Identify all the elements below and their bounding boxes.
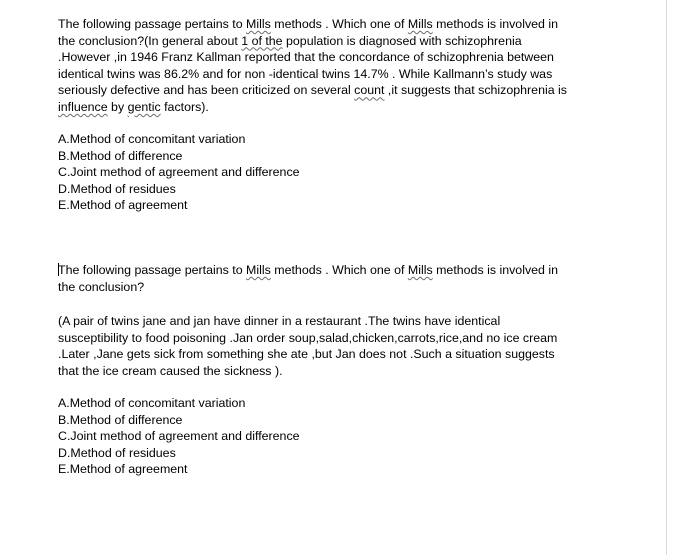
q1-option-c: C.Joint method of agreement and difference bbox=[58, 165, 300, 180]
q2-option-c: C.Joint method of agreement and difference bbox=[58, 429, 300, 444]
text-segment: .However ,in 1946 Franz Kallman reported that the concordance of schizophrenia between bbox=[58, 50, 554, 65]
text-line bbox=[58, 363, 618, 380]
text-segment: the conclusion? bbox=[58, 279, 145, 294]
text-line bbox=[58, 313, 618, 330]
question-1-paragraph bbox=[58, 16, 618, 116]
q1-option-d: D.Method of residues bbox=[58, 181, 176, 196]
text-segment: the conclusion?(In general about bbox=[58, 33, 242, 48]
text-segment: ,it suggests that schizophrenia is bbox=[384, 83, 567, 98]
text-line bbox=[58, 66, 618, 83]
q1-option-e: E.Method of agreement bbox=[58, 198, 188, 213]
text-segment: methods . Which one of bbox=[270, 263, 408, 277]
question-2-passage-paragraph bbox=[58, 313, 618, 379]
text-line bbox=[58, 49, 618, 66]
flagged-word: Mills bbox=[246, 17, 271, 31]
text-segment: population is diagnosed with schizophrenia bbox=[282, 33, 522, 48]
text-segment: (A pair of twins jane and jan have dinner in a restaurant .The twins have identical bbox=[58, 314, 501, 328]
text-segment: methods is involved in bbox=[432, 263, 559, 277]
text-segment: The following passage pertains to bbox=[58, 263, 247, 277]
question-2-intro-paragraph[interactable] bbox=[58, 262, 618, 295]
text-segment: factors). bbox=[160, 99, 209, 114]
text-line bbox=[58, 82, 618, 99]
text-line bbox=[58, 262, 618, 279]
text-line bbox=[58, 279, 618, 296]
question-1-options bbox=[58, 131, 300, 214]
flagged-word: count bbox=[354, 83, 385, 98]
flagged-word: Mills bbox=[407, 263, 433, 277]
question-2-intro bbox=[58, 262, 618, 295]
flagged-word: 1 of the bbox=[241, 33, 283, 48]
text-segment: by bbox=[107, 99, 128, 114]
text-segment: seriously defective and has been criticized on several bbox=[58, 83, 355, 98]
text-line bbox=[58, 33, 618, 50]
q2-option-e: E.Method of agreement bbox=[58, 462, 188, 477]
text-line bbox=[58, 330, 618, 347]
question-2-passage bbox=[58, 313, 618, 379]
text-line bbox=[58, 99, 618, 116]
flagged-word: influence bbox=[58, 99, 108, 114]
flagged-word: Mills bbox=[246, 263, 271, 277]
q1-option-a: A.Method of concomitant variation bbox=[58, 132, 246, 146]
text-segment: .Later ,Jane gets sick from something she ate ,but Jan does not .Such a situation suggests bbox=[58, 347, 555, 362]
text-segment: susceptibility to food poisoning .Jan order soup,salad,chicken,carrots,rice,and no ice cream bbox=[58, 330, 558, 345]
page-edge-divider bbox=[666, 0, 667, 555]
flagged-word: gentic bbox=[127, 99, 161, 114]
q2-option-b: B.Method of difference bbox=[58, 412, 183, 427]
text-segment: methods . Which one of bbox=[270, 17, 408, 31]
q2-option-d: D.Method of residues bbox=[58, 445, 176, 460]
question-1-text bbox=[58, 16, 618, 116]
flagged-word: Mills bbox=[407, 17, 433, 31]
text-segment: The following passage pertains to bbox=[58, 17, 247, 31]
text-segment: that the ice cream caused the sickness ). bbox=[58, 363, 283, 378]
text-line bbox=[58, 16, 618, 33]
text-segment: identical twins was 86.2% and for non -identical twins 14.7% . While Kallmann’s study was bbox=[58, 66, 553, 81]
question-2-options bbox=[58, 395, 300, 478]
q1-option-b: B.Method of difference bbox=[58, 148, 183, 163]
text-segment: methods is involved in bbox=[432, 17, 559, 31]
text-line bbox=[58, 346, 618, 363]
q2-option-a: A.Method of concomitant variation bbox=[58, 396, 246, 410]
